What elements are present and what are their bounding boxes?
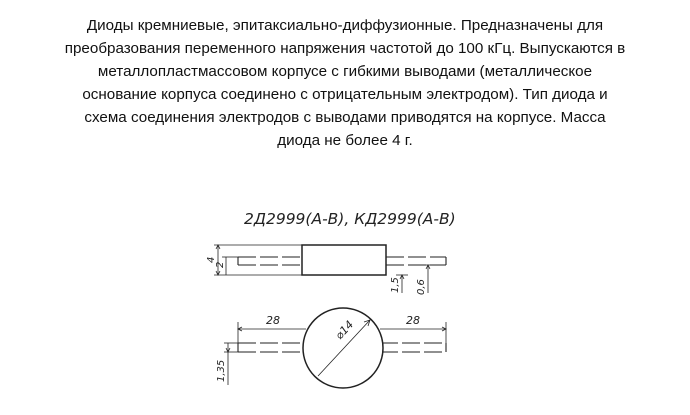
height-dimension [216,245,238,275]
diode-body-top-view [303,308,383,388]
dim-step-height: 1,5 [390,277,401,293]
right-lead-side-view [386,257,446,265]
drawing-title: 2Д2999(А-В), КД2999(А-В) [244,210,456,228]
diode-body-side-view [302,245,386,275]
description-line: металлопластмассовом корпусе с гибкими выводами (металлическое [97,63,593,80]
dim-body-height: 4 [206,256,217,263]
left-lead-side-view [238,257,302,265]
description-line: схема соединения электродов с выводами приводятся на корпусе. Масса [84,109,606,126]
right-lead-top-view [380,343,446,352]
left-lead-top-view [238,343,306,352]
description-line: диода не более 4 г. [277,132,413,149]
dim-lead-height: 2 [215,261,226,268]
description-line: Диоды кремниевые, эпитаксиально-диффузионные. Предназначены для [86,17,604,34]
description-line: основание корпуса соединено с отрицательным электродом). Тип диода и [82,86,608,103]
dim-body-diameter: ⌀14 [332,318,357,343]
dim-lead-length-right: 28 [406,314,420,327]
dim-lead-thickness: 0,6 [416,279,427,295]
description-line: преобразования переменного напряжения частотой до 100 кГц. Выпускаются в [64,40,626,57]
dim-lead-length-left: 28 [266,314,280,327]
dim-lead-width: 1,35 [216,359,227,382]
